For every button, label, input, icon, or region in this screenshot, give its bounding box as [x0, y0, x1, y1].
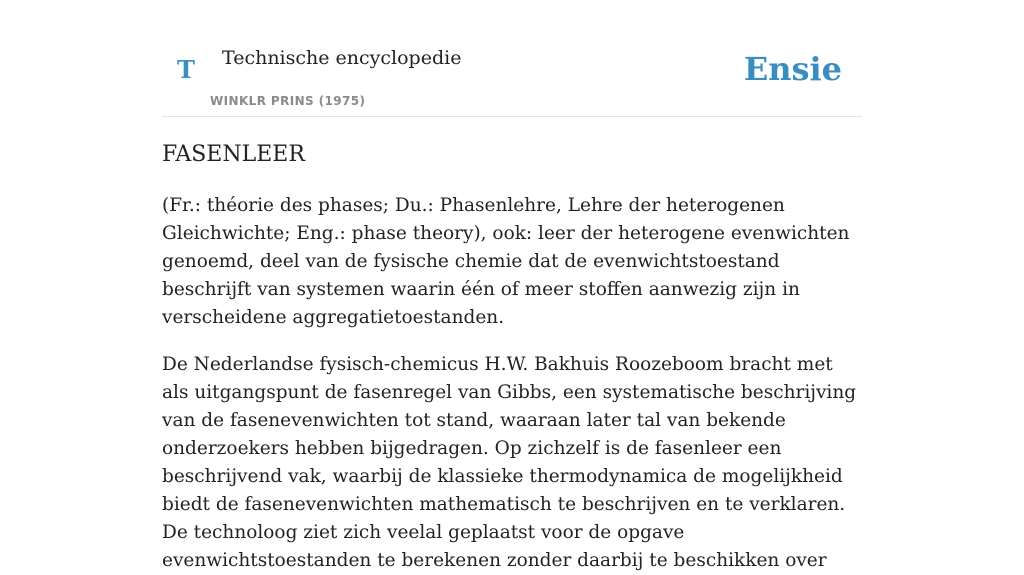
entry-content: [162, 140, 862, 575]
site-logo-icon[interactable]: T: [177, 55, 195, 84]
header: [162, 0, 862, 117]
site-title-link[interactable]: Technische encyclopedie: [222, 47, 462, 69]
brand-logo-link[interactable]: Ensie: [743, 50, 842, 88]
entry-title: FASENLEER: [162, 142, 305, 167]
entry-paragraph: (Fr.: théorie des phases; Du.: Phasenlehre, Lehre der heterogenen Gleichwichte; Eng.: phase theory), ook: leer der heterogene evenwichten genoemd, deel van de fysische chemie dat de evenwichtstoestand beschrijft van systemen waarin één of meer stoffen aanwezig zijn in verscheidene aggregatietoestanden.: [162, 195, 850, 328]
entry-paragraph: De Nederlandse fysisch-chemicus H.W. Bakhuis Roozeboom bracht met als uitgangspunt de fasenregel van Gibbs, een systematische beschrijving van de fasenevenwichten tot stand, waaraan later tal van bekende onderzoekers hebben bijgedragen. Op zichzelf is de fasenleer een beschrijvend vak, waarbij de klassieke thermodynamica de mogelijkheid biedt de fasenevenwichten mathematisch te beschrijven en te verklaren. De technoloog ziet zich veelal geplaatst voor de opgave evenwichtstoestanden te berekenen zonder daarbij te beschikken over: [162, 354, 857, 571]
source-label: WINKLR PRINS (1975): [210, 94, 366, 108]
